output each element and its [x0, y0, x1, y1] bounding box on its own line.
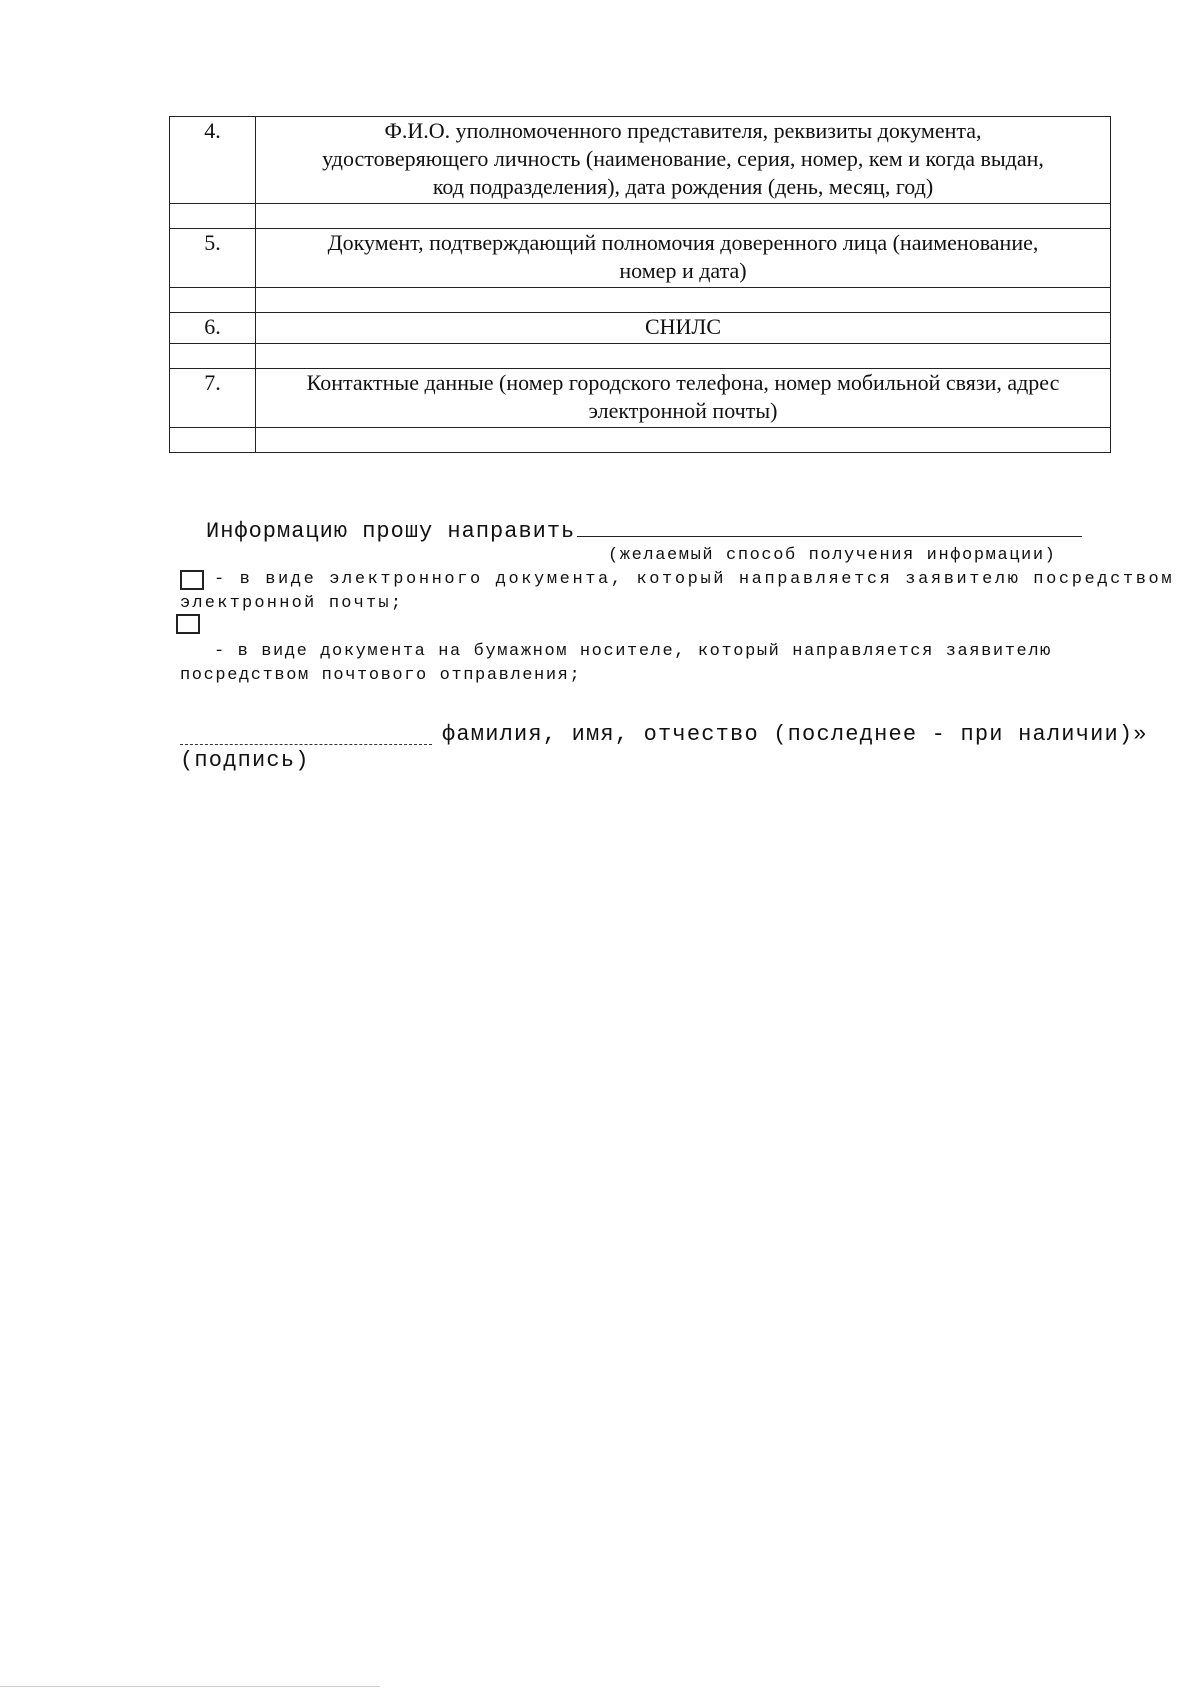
table-row-4-input: [170, 204, 1111, 229]
table-row-7-input: [170, 428, 1111, 453]
row-5-line-1: Документ, подтверждающий полномочия доверенного лица (наименование,: [327, 230, 1039, 255]
electronic-delivery-checkbox[interactable]: [180, 570, 204, 590]
row-7-line-1: Контактные данные (номер городского телефона, номер мобильной связи, адрес: [306, 370, 1060, 395]
row-4-line-2: удостоверяющего личность (наименование, серия, номер, кем и когда выдан,: [322, 146, 1044, 171]
row-number-7: 7.: [170, 369, 256, 428]
delivery-request-line: [206, 518, 1082, 544]
table-row-6: [170, 313, 1111, 344]
table-row-6-input: [170, 344, 1111, 369]
row-5-line-2: номер и дата): [619, 258, 747, 283]
applicant-details-table: [169, 116, 1111, 453]
row-4-line-3: код подразделения), дата рождения (день, месяц, год): [432, 174, 934, 199]
row-6-number-blank: [170, 344, 256, 369]
signature-field[interactable]: [180, 744, 432, 745]
electronic-option-text-line-2: электронной почты;: [180, 594, 404, 613]
row-number-6: 6.: [170, 313, 256, 344]
table-row-7: [170, 369, 1111, 428]
row-5-value-field[interactable]: [256, 288, 1111, 313]
delivery-request-label: Информацию прошу направить: [206, 519, 576, 544]
row-5-number-blank: [170, 288, 256, 313]
row-description-5: [256, 229, 1111, 288]
row-4-line-1: Ф.И.О. уполномоченного представителя, реквизиты документа,: [384, 118, 982, 143]
scan-edge-line: [0, 1686, 380, 1687]
paper-delivery-checkbox[interactable]: [176, 614, 200, 634]
delivery-method-field[interactable]: [577, 518, 1082, 537]
row-6-line-1: СНИЛС: [644, 314, 722, 339]
row-4-value-field[interactable]: [256, 204, 1111, 229]
row-number-4: 4.: [170, 117, 256, 204]
row-7-line-2: электронной почты): [588, 398, 778, 423]
delivery-method-hint: (желаемый способ получения информации): [608, 546, 1057, 565]
row-number-5: 5.: [170, 229, 256, 288]
row-description-4: [256, 117, 1111, 204]
row-description-7: [256, 369, 1111, 428]
row-7-number-blank: [170, 428, 256, 453]
electronic-option-text-line-1: - в виде электронного документа, который направляется заявителю посредством: [214, 570, 1175, 589]
full-name-label: фамилия, имя, отчество (последнее - при наличии)»: [442, 722, 1148, 747]
row-4-number-blank: [170, 204, 256, 229]
table-row-4: [170, 117, 1111, 204]
row-7-value-field[interactable]: [256, 428, 1111, 453]
table-row-5: [170, 229, 1111, 288]
row-6-value-field[interactable]: [256, 344, 1111, 369]
paper-option-text-line-1: - в виде документа на бумажном носителе, который направляется заявителю: [214, 642, 1052, 661]
paper-option-text-line-2: посредством почтового отправления;: [180, 666, 582, 685]
row-description-6: [256, 313, 1111, 344]
signature-label: (подпись): [180, 748, 310, 773]
table-row-5-input: [170, 288, 1111, 313]
